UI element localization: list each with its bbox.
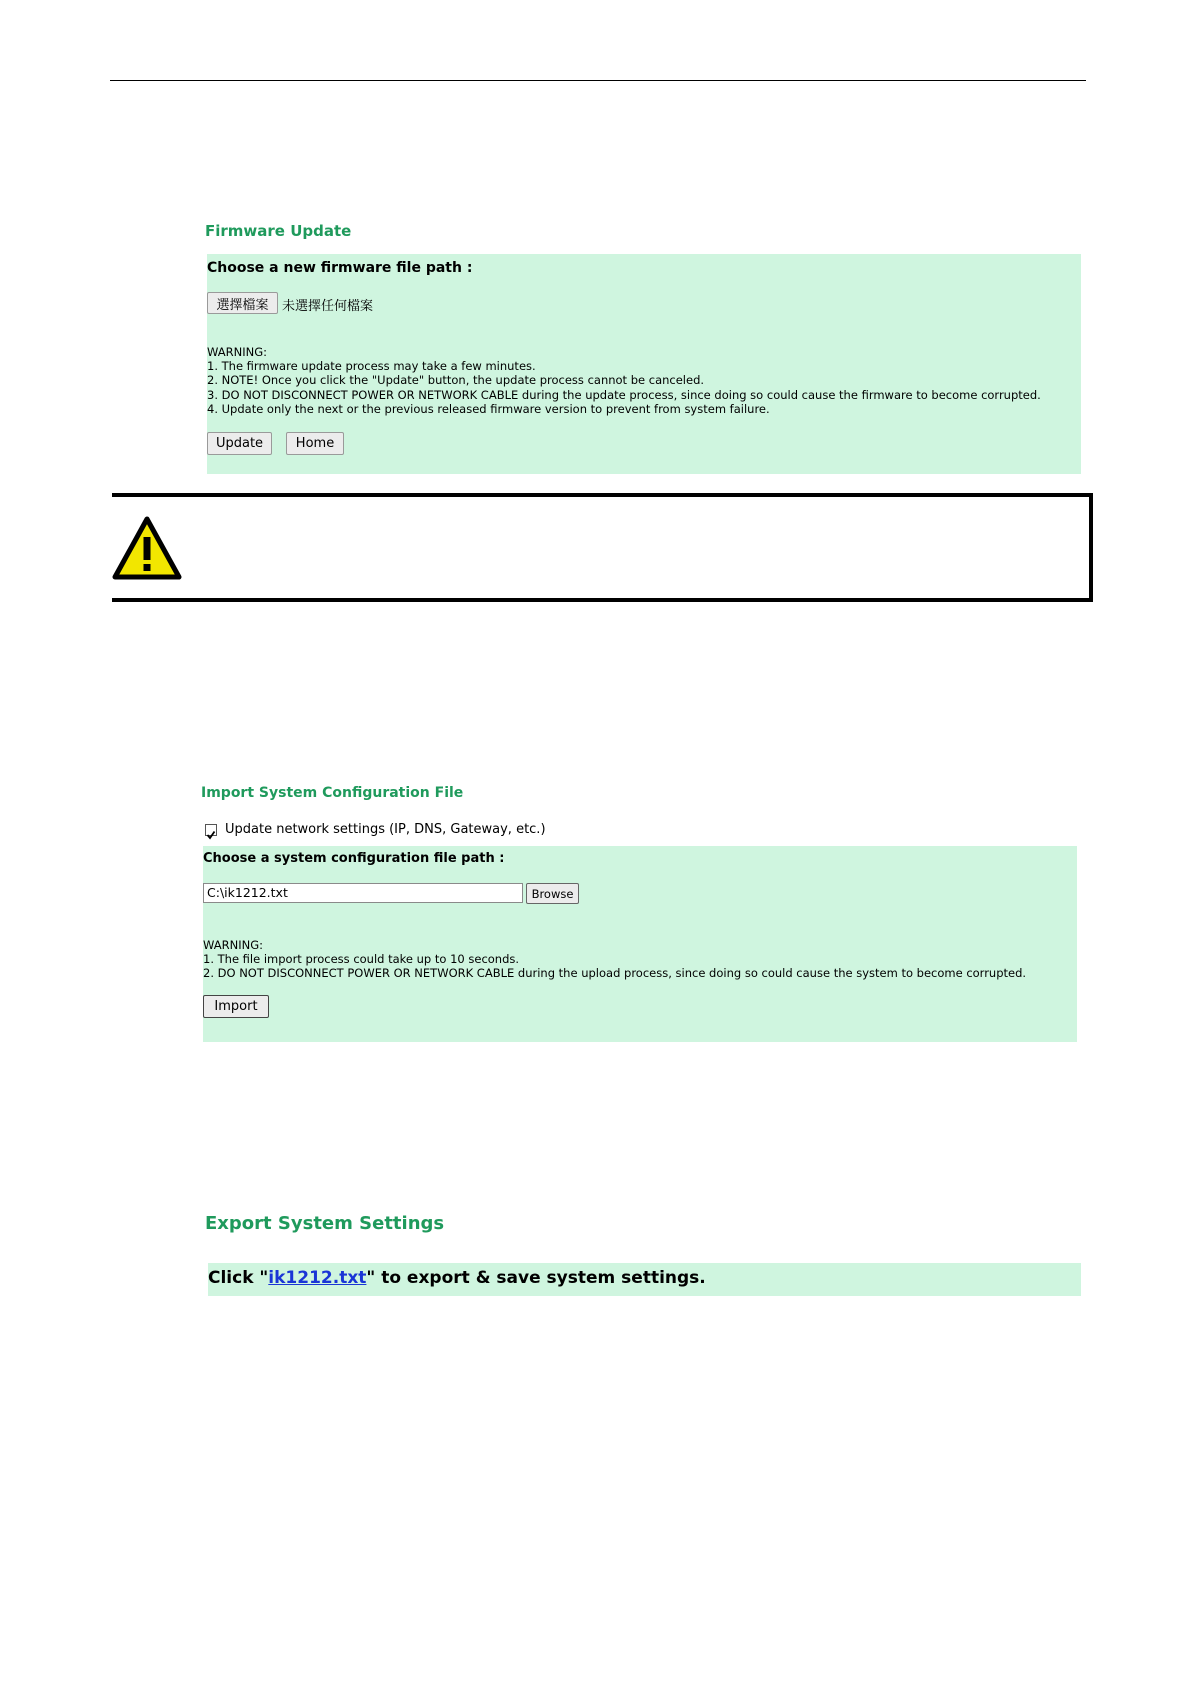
import-warning-line: 1. The file import process could take up to 10 seconds.	[203, 952, 520, 967]
checkmark-icon	[206, 830, 216, 840]
firmware-path-heading: Choose a new firmware file path :	[207, 260, 473, 276]
firmware-warning-block	[207, 345, 1041, 416]
browse-button[interactable]: Browse	[526, 883, 579, 904]
config-path-heading: Choose a system configuration file path :	[203, 851, 505, 866]
no-file-selected-text: 未選擇任何檔案	[282, 299, 374, 314]
export-suffix: " to export & save system settings.	[366, 1268, 706, 1288]
header-divider	[110, 80, 1086, 81]
export-file-link[interactable]: ik1212.txt	[268, 1268, 367, 1288]
caution-callout	[112, 493, 1093, 602]
firmware-warning-line: 2. NOTE! Once you click the "Update" button, the update process cannot be canceled.	[207, 373, 705, 388]
import-warning-block	[203, 938, 1026, 981]
config-file-path-input[interactable]: C:\ik1212.txt	[203, 883, 523, 903]
import-config-title: Import System Configuration File	[201, 785, 464, 801]
firmware-warning-line: 3. DO NOT DISCONNECT POWER OR NETWORK CABLE during the update process, since doing so could cause the firmware to become corrupted.	[207, 387, 1041, 402]
warning-triangle-icon	[112, 516, 182, 580]
firmware-update-panel	[207, 254, 1081, 474]
update-button[interactable]: Update	[207, 432, 272, 455]
update-network-label: Update network settings (IP, DNS, Gateway, etc.)	[225, 822, 546, 837]
home-button[interactable]: Home	[286, 432, 344, 455]
import-warning-title: WARNING:	[203, 938, 263, 952]
export-prefix: Click "	[208, 1268, 269, 1288]
choose-file-button[interactable]: 選擇檔案	[207, 292, 278, 314]
import-config-panel	[203, 846, 1077, 1042]
firmware-warning-title: WARNING:	[207, 345, 267, 359]
import-button[interactable]: Import	[203, 995, 269, 1018]
export-settings-panel	[208, 1263, 1081, 1296]
export-settings-title: Export System Settings	[205, 1213, 445, 1234]
update-network-checkbox[interactable]	[205, 824, 217, 836]
firmware-warning-line: 1. The firmware update process may take a few minutes.	[207, 359, 536, 374]
firmware-warning-line: 4. Update only the next or the previous released firmware version to prevent from system failure.	[207, 401, 770, 416]
firmware-update-title: Firmware Update	[205, 222, 352, 240]
export-instruction	[208, 1268, 706, 1288]
import-warning-line: 2. DO NOT DISCONNECT POWER OR NETWORK CABLE during the upload process, since doing so could cause the system to become corrupted.	[203, 966, 1027, 981]
